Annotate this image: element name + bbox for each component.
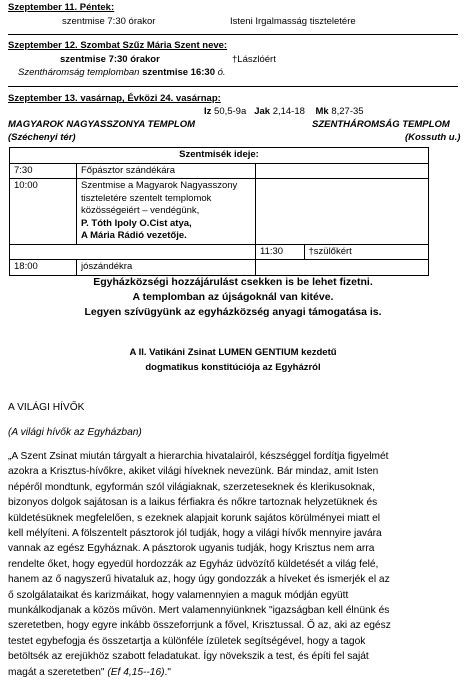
divider [8,86,458,87]
table-row [10,244,429,260]
row-time: 7:30 [10,163,77,179]
mass-schedule-table [9,147,429,276]
sep13-date: Szeptember 13. vasárnap, Évközi 24. vasárnap: [8,93,221,104]
table-header-row [10,148,429,164]
sep11-date: Szeptember 11. Péntek: [8,2,115,13]
sep11-intention: Isteni Irgalmasság tiszteletére [230,16,356,27]
row-desc-right: †szülőkért [304,244,429,260]
sep12-church: Szentháromság templomban [18,67,140,78]
section-subtitle: (A világi hívők az Egyházban) [8,427,142,438]
notice-line: Egyházközségi hozzájárulást csekken is be lehet fizetni. [93,276,373,288]
divider [8,34,458,35]
row-desc: jószándékra [77,260,256,276]
row-time: 10:00 [10,179,77,245]
doc-title-line: dogmatikus konstitúciója az Egyházról [145,362,321,373]
sep12-evening-line [18,67,226,79]
table-row [10,179,429,245]
sep12-date: Szeptember 12. Szombat Szűz Mária Szent neve: [8,40,228,51]
church-right-name: SZENTHÁROMSÁG TEMPLOM [312,119,450,130]
section-body: „A Szent Zsinat miután tárgyalt a hierarchia hivatalairól, készséggel fordítja figyelmét azokra a Krisztus-hívőkre, akiket világi híveknek nevezünk. Bár mindaz, amit Isten népéről mondtunk, egyformán szól világiaknak, szerzeteseknek és klerikusoknak, bizonyos dolgok sajátosan is a laikus férfiakra és nőkre tartoznak helyzetüknek és küldetésüknek megfelelően, s ezeknek alapjait korunk sajátos körülményei miatt el kell mélyíteni. A fölszentelt pásztorok jól tudják, hogy a világi hívők mennyire javára vannak az egész Egyháznak. A pásztorok ugyanis tudják, hogy Krisztus nem arra rendelte őket, hogy egyedül hordozzák az Egyház üdvözítő küldetését a világ felé, hanem az ő nagyszerű hivataluk az, hogy úgy gondozzák a híveket és ismerjék el az ő szolgálataikat és karizmáikat, hogy valamennyien a maguk módján együtt munkálkodjanak a közös művön. Mert valamennyiünknek "igazságban kell élnünk és szeretetben, hogy egyre inkább összeforrjunk a fővel, Krisztussal. Ő az, aki az egész testet egybefogja és összetartja a különféle ízületek segítségével, hogy a tagok betöltsék az erejükhöz szabott feladatukat. Így növekszik a test, és építi fel saját magát a szeretetben" (Ef 4,15--16)." [8,451,391,678]
doc-title-line: A II. Vatikáni Zsinat LUMEN GENTIUM kezdetű [129,347,337,358]
sep12-evening-suffix: ó. [217,67,226,78]
table-row [10,260,429,276]
notice-line: Legyen szívügyünk az egyházközség anyagi támogatása is. [84,306,382,318]
row-desc: Főpásztor szándékára [77,163,256,179]
row-time: 18:00 [10,260,77,276]
sep13-readings: Iz 50,5-9a Jak 2,14-18 Mk 8,27-35 [204,106,364,117]
church-left-place: (Széchenyi tér) [8,132,76,143]
table-row [10,163,429,179]
sep12-mass: szentmise 7:30 órakor [60,54,160,65]
church-right-place: (Kossuth u.) [405,132,461,143]
church-left-name: MAGYAROK NAGYASSZONYA TEMPLOM [8,119,196,130]
schedule-header: Szentmisék ideje: [10,148,429,164]
notice-line: A templomban az újságoknál van kitéve. [132,291,334,303]
sep12-intention: †Lászlóért [232,54,276,65]
sep11-mass: szentmise 7:30 órakor [62,16,156,27]
row-time-right: 11:30 [256,244,305,260]
sep12-evening: szentmise 16:30 [142,67,215,78]
row-desc: Szentmise a Magyarok Nagyasszony tiszteletére szentelt templomok közösségeiért – vendégünk, P. Tóth Ipoly O.Cist atya, A Mária Rádió vezetője. [77,179,256,245]
section-title: A VILÁGI HÍVŐK [8,402,85,413]
